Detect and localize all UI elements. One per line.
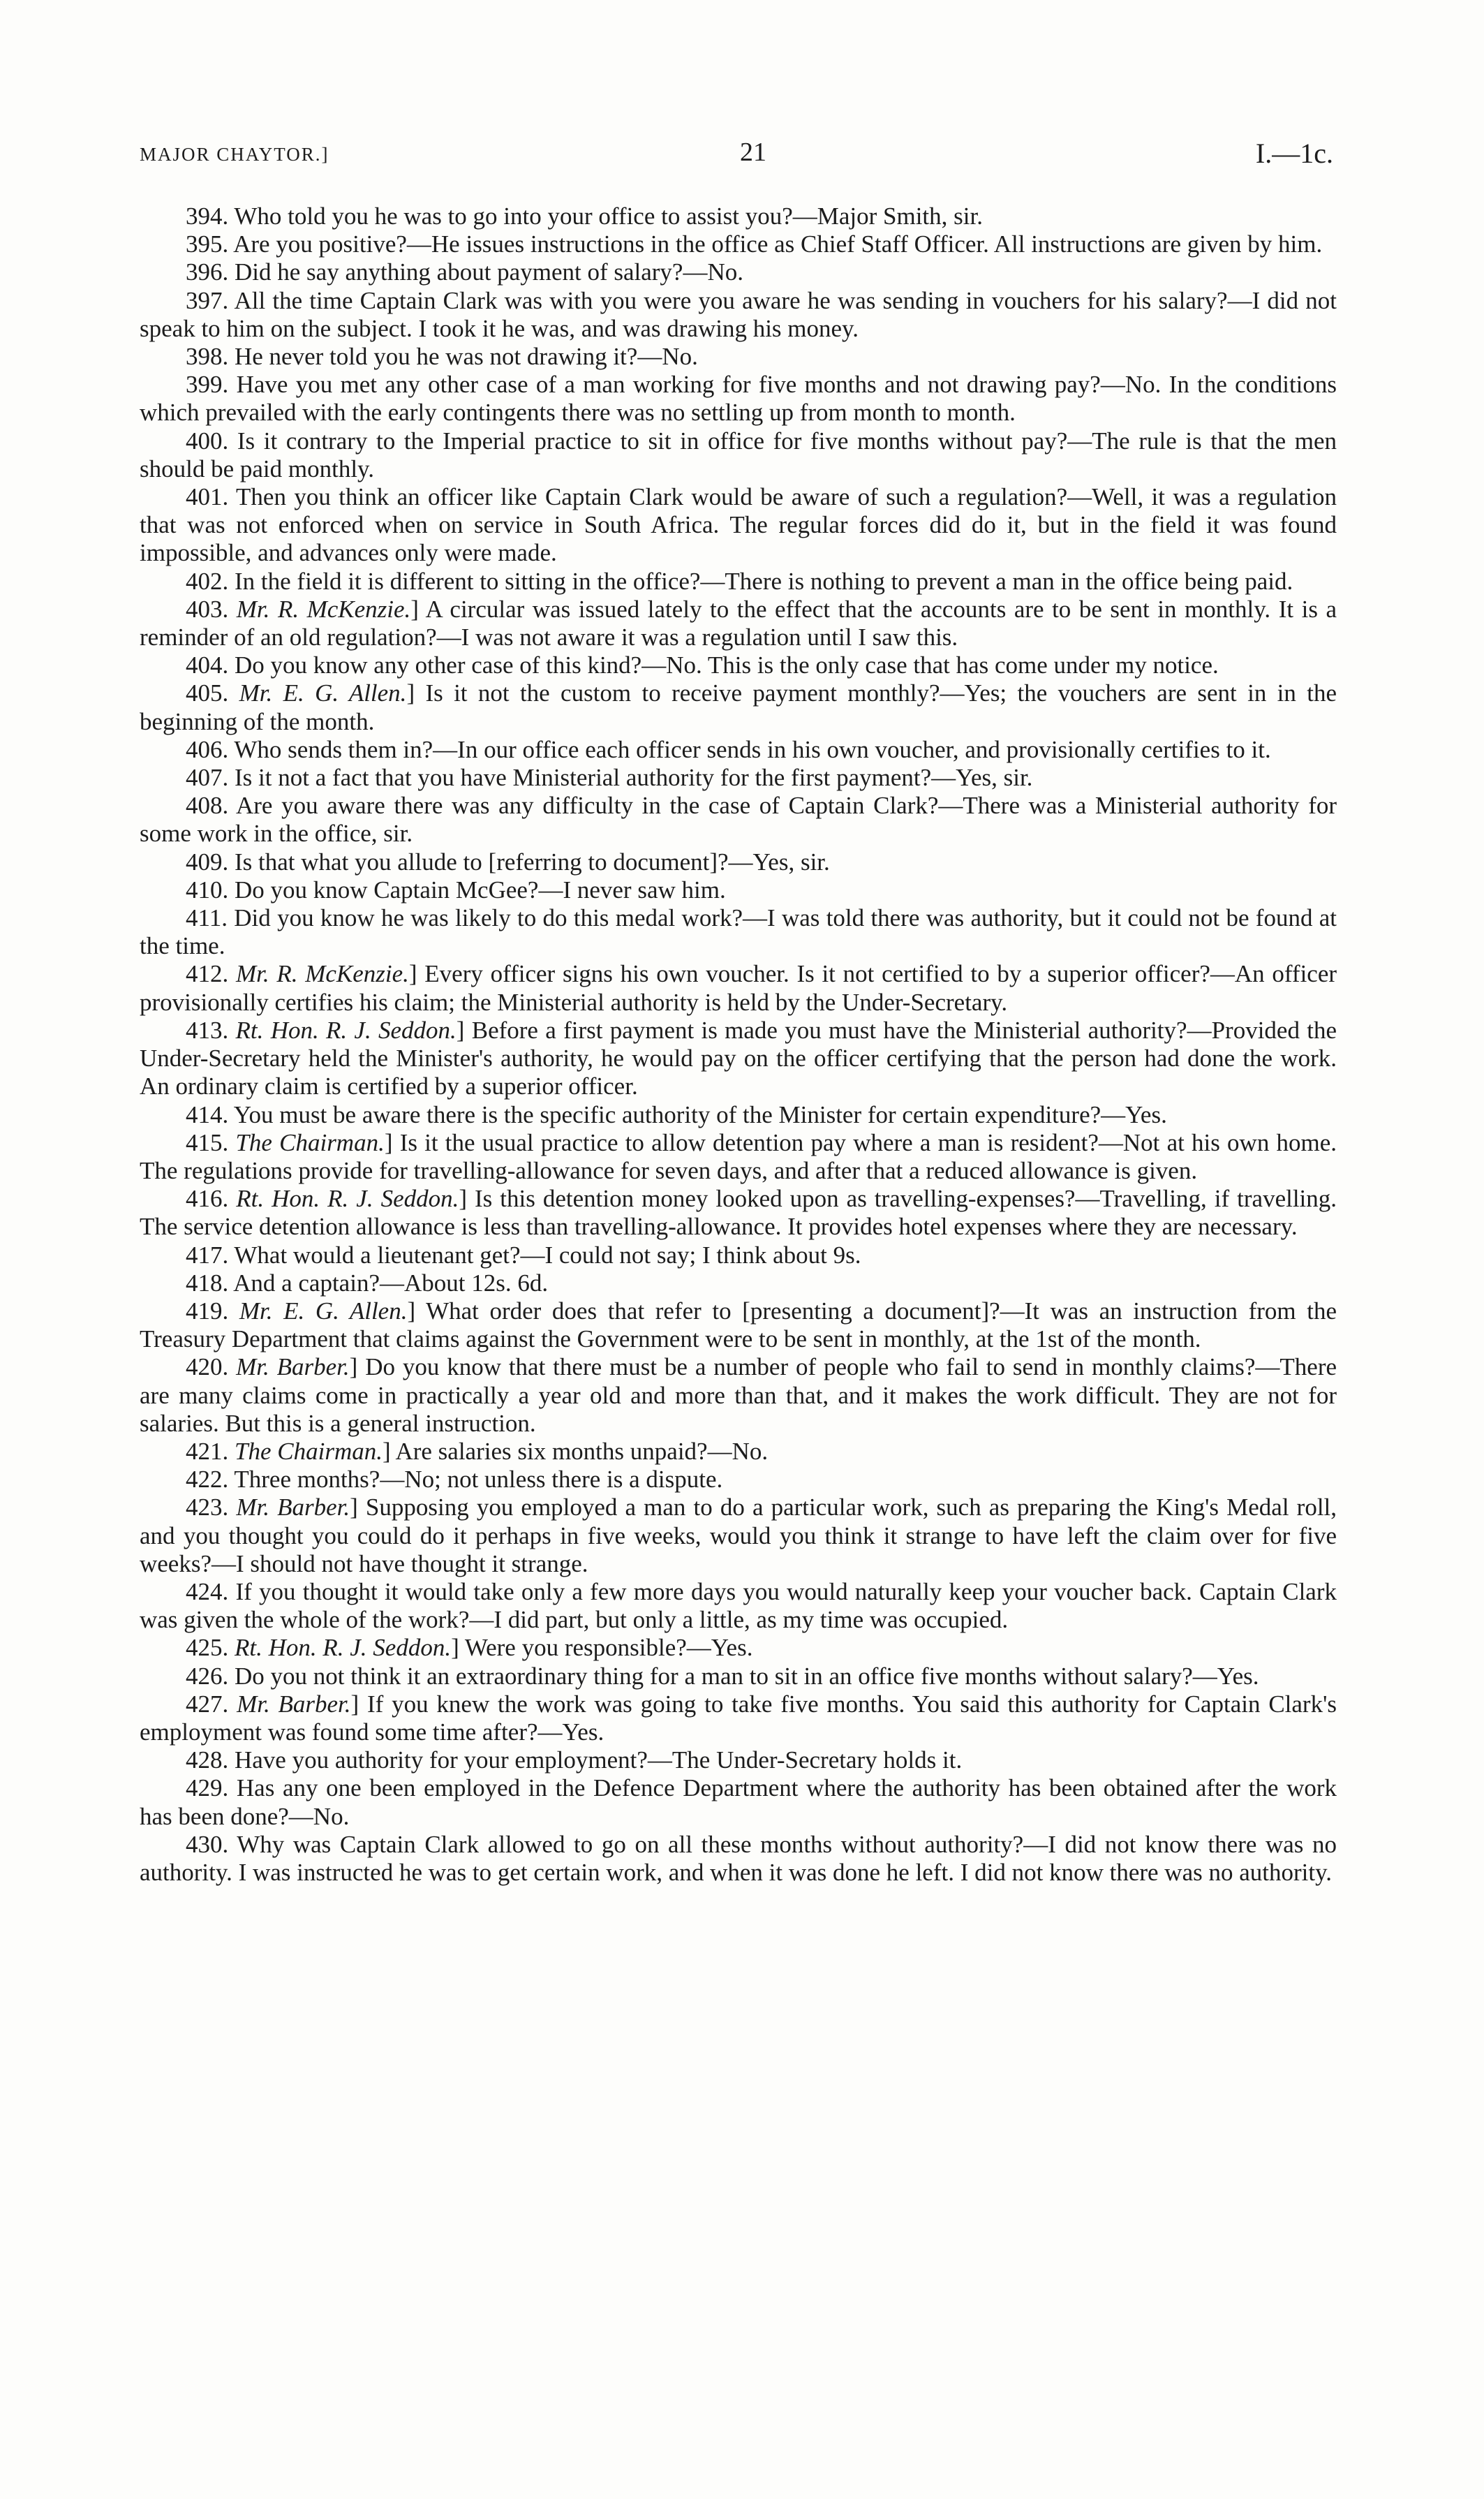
question-number: 404. [186,651,229,679]
question-answer-text: Supposing you employed a man to do a particular work, such as preparing the King's Medal roll, and you thought you could do it perhaps in five weeks, would you think it strange to have left the claim over for five weeks?—I should not have thought it strange. [140,1494,1337,1577]
question-416: 416. Rt. Hon. R. J. Seddon.] Is this detention money looked upon as travelling-expenses?—Travelling, if travelling. The service detention allowance is less than travelling-allowance. It provides hotel expenses where they are necessary. [140,1185,1337,1241]
question-409 [140,848,1337,876]
question-number: 421. [186,1437,229,1465]
question-answer-text: Do you know Captain McGee?—I never saw him. [235,876,726,904]
question-answer-text: Are you aware there was any difficulty in the case of Captain Clark?—There was a Ministerial authority for some work in the office, sir. [140,792,1337,848]
question-number: 400. [186,427,229,455]
question-number: 416. [186,1185,229,1213]
question-number: 409. [186,848,229,876]
question-answer-text: Why was Captain Clark allowed to go on all these months without authority?—I did not know there was no authority. I was instructed he was to get certain work, and when it was done he left. I did not know there was no authority. [140,1830,1337,1886]
question-answer-text: Did you know he was likely to do this medal work?—I was told there was authority, but it could not be found at the time. [140,904,1337,960]
question-419: 419. Mr. E. G. Allen.] What order does that refer to [presenting a document]?—It was an instruction from the Treasury Department that claims against the Government were to be sent in monthly, at the 1st of the month. [140,1297,1337,1353]
question-answer-text: Three months?—No; not unless there is a dispute. [234,1466,723,1494]
question-answer-text: Every officer signs his own voucher. Is it not certified to by a superior officer?—An officer provisionally certifies his claim; the Ministerial authority is held by the Under-Secretary. [140,960,1337,1016]
question-answer-text: Do you know any other case of this kind?—No. This is the only case that has come under my notice. [235,651,1219,679]
running-head-witness: MAJOR CHAYTOR.] [140,144,329,165]
question-418 [140,1269,1337,1297]
question-answer-text: A circular was issued lately to the effect that the accounts are to be sent in monthly. It is a reminder of an old regulation?—I was not aware it was a regulation until I saw this. [140,595,1337,651]
question-answer-text: If you knew the work was going to take five months. You said this authority for Captain Clark's employment was found some time after?—Yes. [140,1690,1337,1746]
question-number: 405. [186,679,229,707]
speaker-name: Mr. Barber. [237,1690,351,1718]
question-number: 425. [186,1634,229,1662]
question-395 [140,230,1337,258]
question-number: 395. [186,230,229,258]
question-426 [140,1663,1337,1690]
evidence-text [140,202,1337,1887]
speaker-name: Rt. Hon. R. J. Seddon. [236,1185,459,1213]
question-number: 403. [186,595,229,623]
question-number: 422. [186,1466,229,1494]
question-number: 396. [186,258,229,286]
question-answer-text: Were you responsible?—Yes. [464,1634,753,1662]
speaker-name: Rt. Hon. R. J. Seddon. [235,1016,457,1044]
question-406 [140,736,1337,764]
question-408 [140,792,1337,848]
question-430 [140,1831,1337,1887]
question-407 [140,764,1337,792]
question-answer-text: Are you positive?—He issues instructions in the office as Chief Staff Officer. All instructions are given by him. [233,230,1323,258]
question-answer-text: In the field it is different to sitting in the office?—There is nothing to prevent a man in the office being paid. [235,567,1293,595]
speaker-name: The Chairman. [235,1128,385,1156]
question-number: 428. [186,1746,229,1774]
question-number: 402. [186,567,229,595]
speaker-name: Mr. Barber. [236,1494,350,1521]
question-answer-text: Have you met any other case of a man working for five months and not drawing pay?—No. In the conditions which prevailed with the early contingents there was no settling up from month to month. [140,371,1337,427]
question-427: 427. Mr. Barber.] If you knew the work was going to take five months. You said this authority for Captain Clark's employment was found some time after?—Yes. [140,1690,1337,1746]
question-number: 429. [186,1774,229,1802]
question-number: 399. [186,371,229,399]
speaker-name: Mr. Barber. [236,1353,350,1381]
question-number: 420. [186,1353,229,1381]
question-answer-text: Did he say anything about payment of salary?—No. [235,258,743,286]
question-number: 401. [186,483,229,511]
question-answer-text: Do you not think it an extraordinary thing for a man to sit in an office five months without salary?—Yes. [235,1662,1259,1690]
question-number: 394. [186,202,229,230]
question-number: 415. [186,1128,229,1156]
question-answer-text: What would a lieutenant get?—I could not say; I think about 9s. [234,1241,861,1269]
question-number: 410. [186,876,229,904]
question-400 [140,427,1337,483]
question-396 [140,258,1337,286]
page-number: 21 [740,138,766,167]
question-413: 413. Rt. Hon. R. J. Seddon.] Before a first payment is made you must have the Ministerial authority?—Provided the Under-Secretary held the Minister's authority, he would pay on the officer certifying that the person had done the work. An ordinary claim is certified by a superior officer. [140,1016,1337,1100]
question-417 [140,1241,1337,1269]
question-402 [140,568,1337,596]
question-number: 423. [186,1494,229,1521]
question-399 [140,371,1337,427]
question-403: 403. Mr. R. McKenzie.] A circular was issued lately to the effect that the accounts are to be sent in monthly. It is a reminder of an old regulation?—I was not aware it was a regulation until I saw this. [140,595,1337,651]
question-answer-text: Has any one been employed in the Defence Department where the authority has been obtained after the work has been done?—No. [140,1774,1337,1830]
question-number: 397. [186,286,229,314]
speaker-name: The Chairman. [235,1437,383,1465]
question-429 [140,1774,1337,1830]
question-425: 425. Rt. Hon. R. J. Seddon.] Were you responsible?—Yes. [186,1634,753,1662]
question-answer-text: Do you know that there must be a number of people who fail to send in monthly claims?—There are many claims come in practically a year old and more than that, and it makes the work difficult. They are not for salaries. But this is a general instruction. [140,1353,1337,1437]
question-number: 411. [186,904,228,932]
question-414 [140,1101,1337,1129]
speaker-name: Rt. Hon. R. J. Seddon. [235,1634,452,1662]
question-423: 423. Mr. Barber.] Supposing you employed a man to do a particular work, such as preparing the King's Medal roll, and you thought you could do it perhaps in five weeks, would you think it strange to have left the claim over for five weeks?—I should not have thought it strange. [140,1494,1337,1577]
question-answer-text: Is this detention money looked upon as travelling-expenses?—Travelling, if travelling. The service detention allowance is less than travelling-allowance. It provides hotel expenses where they are necessary. [140,1185,1337,1241]
question-answer-text: He never told you he was not drawing it?—No. [235,343,698,371]
question-number: 424. [186,1577,229,1605]
question-answer-text: Is it the usual practice to allow detention pay where a man is resident?—Not at his own home. The regulations provide for travelling-allowance for seven days, and after that a reduced allowance is given. [140,1128,1337,1184]
speaker-name: Mr. E. G. Allen. [239,679,407,707]
question-410 [140,876,1337,904]
question-answer-text: Is it not the custom to receive payment monthly?—Yes; the vouchers are sent in in the beginning of the month. [140,679,1337,735]
question-428 [140,1746,1337,1774]
question-412: 412. Mr. R. McKenzie.] Every officer signs his own voucher. Is it not certified to by a superior officer?—An officer provisionally certifies his claim; the Ministerial authority is held by the Under-Secretary. [140,960,1337,1016]
question-answer-text: Is it not a fact that you have Ministerial authority for the first payment?—Yes, sir. [235,764,1033,792]
question-401 [140,483,1337,568]
question-404 [140,651,1337,679]
question-answer-text: And a captain?—About 12s. 6d. [233,1269,549,1297]
question-number: 398. [186,343,229,371]
question-number: 417. [186,1241,229,1269]
question-answer-text: Who told you he was to go into your office to assist you?—Major Smith, sir. [234,202,983,230]
question-answer-text: Have you authority for your employment?—The Under-Secretary holds it. [235,1746,963,1774]
question-422 [140,1466,1337,1494]
question-answer-text: Are salaries six months unpaid?—No. [395,1437,769,1465]
question-answer-text: Before a first payment is made you must have the Ministerial authority?—Provided the Under-Secretary held the Minister's authority, he would pay on the officer certifying that the person had done the work. An ordinary claim is certified by a superior officer. [140,1016,1337,1100]
question-number: 407. [186,764,229,792]
question-answer-text: Is it contrary to the Imperial practice to sit in office for five months without pay?—The rule is that the men should be paid monthly. [140,427,1337,482]
question-number: 406. [186,735,229,763]
question-411 [140,904,1337,960]
question-421: 421. The Chairman.] Are salaries six months unpaid?—No. [186,1437,769,1465]
question-number: 414. [186,1100,229,1128]
document-reference: I.—1c. [1255,138,1333,169]
question-number: 419. [186,1297,229,1325]
question-answer-text: You must be aware there is the specific authority of the Minister for certain expenditure?—Yes. [233,1100,1167,1128]
question-405: 405. Mr. E. G. Allen.] Is it not the custom to receive payment monthly?—Yes; the vouchers are sent in in the beginning of the month. [140,679,1337,735]
question-answer-text: Who sends them in?—In our office each officer sends in his own voucher, and provisionally certifies to it. [234,735,1271,763]
speaker-name: Mr. E. G. Allen. [239,1297,408,1325]
question-424 [140,1578,1337,1634]
question-answer-text: All the time Captain Clark was with you were you aware he was sending in vouchers for his salary?—I did not speak to him on the subject. I took it he was, and was drawing his money. [140,286,1337,342]
question-answer-text: Then you think an officer like Captain Clark would be aware of such a regulation?—Well, it was a regulation that was not enforced when on service in South Africa. The regular forces did do it, but in the field it was found impossible, and advances only were made. [140,483,1337,567]
question-397 [140,287,1337,343]
question-answer-text: What order does that refer to [presenting a document]?—It was an instruction from the Treasury Department that claims against the Government were to be sent in monthly, at the 1st of the month. [140,1297,1337,1353]
question-number: 427. [186,1690,229,1718]
question-number: 412. [186,960,229,988]
question-420: 420. Mr. Barber.] Do you know that there must be a number of people who fail to send in monthly claims?—There are many claims come in practically a year old and more than that, and it makes the work difficult. They are not for salaries. But this is a general instruction. [140,1353,1337,1437]
question-398 [140,343,1337,371]
question-415: 415. The Chairman.] Is it the usual practice to allow detention pay where a man is resident?—Not at his own home. The regulations provide for travelling-allowance for seven days, and after that a reduced allowance is given. [140,1128,1337,1184]
page-header [140,137,1333,179]
speaker-name: Mr. R. McKenzie. [235,960,409,988]
question-answer-text: Is that what you allude to [referring to document]?—Yes, sir. [235,848,830,876]
question-number: 413. [186,1016,229,1044]
question-number: 426. [186,1662,229,1690]
speaker-name: Mr. R. McKenzie. [236,595,411,623]
question-number: 418. [186,1269,229,1297]
question-number: 408. [186,792,229,820]
question-394 [140,202,1337,230]
question-number: 430. [186,1830,229,1858]
question-answer-text: If you thought it would take only a few more days you would naturally keep your voucher back. Captain Clark was given the whole of the work?—I did part, but only a little, as my time was occupied. [140,1577,1337,1634]
